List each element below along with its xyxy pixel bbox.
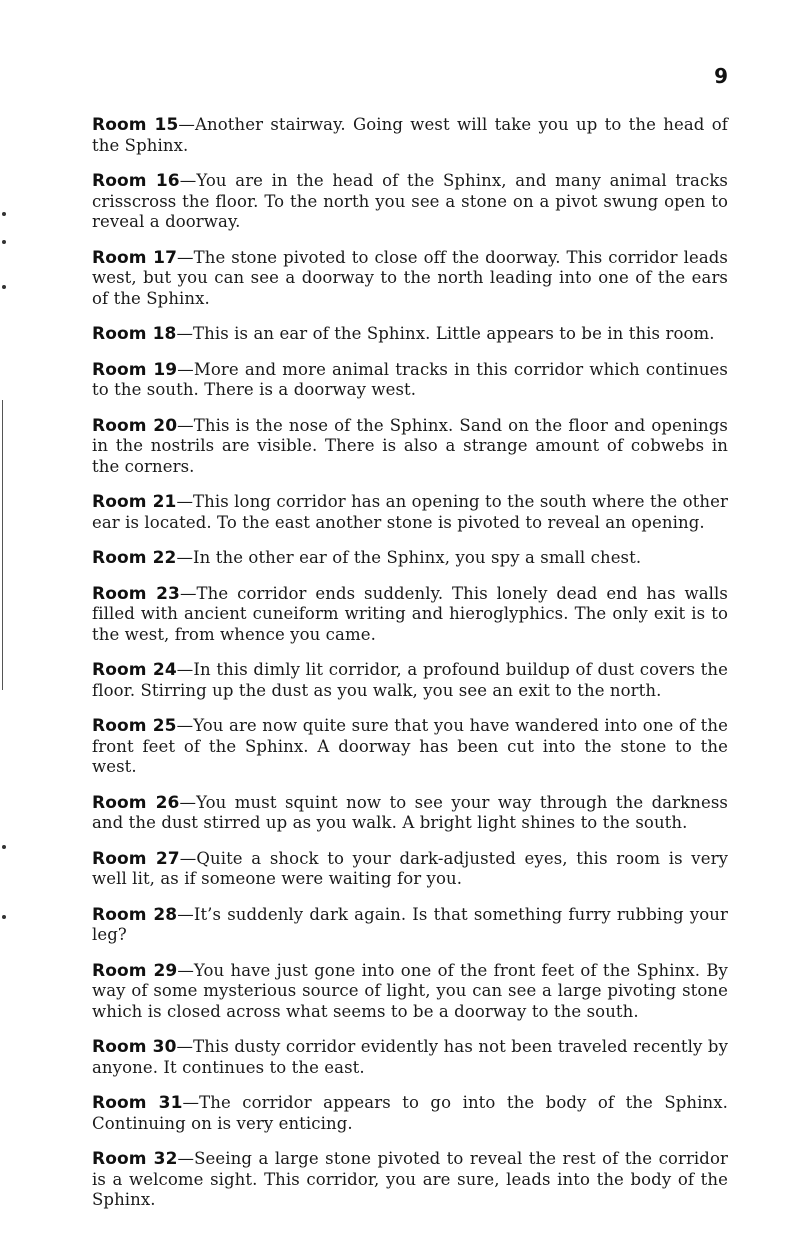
room-entry <box>92 115 728 156</box>
room-label: Room 20 <box>92 415 178 436</box>
room-label: Room 16 <box>92 171 180 191</box>
room-label: Room 17 <box>92 247 178 268</box>
room-entry <box>92 584 728 646</box>
room-entry <box>92 171 728 233</box>
scan-speck <box>2 915 6 919</box>
room-description: —You must squint now to see your way through the darkness and the dust stirred up as you walk. A bright light shines to the south. <box>92 792 728 832</box>
room-label: Room 22 <box>92 548 177 568</box>
room-entry <box>92 849 728 890</box>
room-description: —In the other ear of the Sphinx, you spy a small chest. <box>176 548 642 567</box>
room-entry <box>92 716 728 778</box>
room-description: —This is an ear of the Sphinx. Little appears to be in this room. <box>176 324 715 343</box>
room-label: Room 23 <box>92 583 180 604</box>
room-entry <box>92 492 728 533</box>
room-entry <box>92 961 728 1023</box>
room-entry <box>92 548 728 569</box>
room-label: Room 30 <box>92 1037 177 1057</box>
room-description: —This is the nose of the Sphinx. Sand on the floor and openings in the nostrils are visible. There is also a strange amount of cobwebs in the corners. <box>92 415 728 476</box>
room-description: —Seeing a large stone pivoted to reveal the rest of the corridor is a welcome sight. This corridor, you are sure, leads into the body of the Sphinx. <box>92 1149 728 1209</box>
room-label: Room 26 <box>92 792 180 813</box>
page-number: 9 <box>714 64 728 88</box>
room-entry <box>92 1093 728 1134</box>
room-description: —Another stairway. Going west will take you up to the head of the Sphinx. <box>92 115 728 155</box>
room-description: —The corridor appears to go into the body of the Sphinx. Continuing on is very enticing. <box>92 1093 728 1133</box>
room-description: —You have just gone into one of the front feet of the Sphinx. By way of some mysterious source of light, you can see a large pivoting stone which is closed across what seems to be a doorway to the south. <box>92 960 728 1021</box>
room-description: —The stone pivoted to close off the doorway. This corridor leads west, but you can see a doorway to the north leading into one of the ears of the Sphinx. <box>92 247 728 308</box>
room-entry <box>92 793 728 834</box>
room-entry <box>92 660 728 701</box>
room-description: —It’s suddenly dark again. Is that something furry rubbing your leg? <box>92 904 728 944</box>
room-description: —The corridor ends suddenly. This lonely dead end has walls filled with ancient cuneiform writing and hieroglyphics. The only exit is to the west, from whence you came. <box>92 583 728 644</box>
scan-edge-line <box>2 400 3 690</box>
room-label: Room 29 <box>92 960 178 981</box>
room-entry <box>92 360 728 401</box>
room-entry <box>92 1037 728 1078</box>
scan-speck <box>2 240 6 244</box>
scan-speck <box>2 285 6 289</box>
room-label: Room 24 <box>92 660 177 680</box>
room-entry <box>92 905 728 946</box>
scan-speck <box>2 845 6 849</box>
room-label: Room 25 <box>92 716 177 736</box>
room-label: Room 32 <box>92 1149 178 1169</box>
room-entries <box>92 115 728 1226</box>
room-description: —Quite a shock to your dark-adjusted eyes, this room is very well lit, as if someone were waiting for you. <box>92 848 728 888</box>
room-label: Room 18 <box>92 324 177 344</box>
room-description: —You are now quite sure that you have wandered into one of the front feet of the Sphinx. A doorway has been cut into the stone to the west. <box>92 716 728 776</box>
room-description: —This long corridor has an opening to the south where the other ear is located. To the east another stone is pivoted to reveal an opening. <box>92 492 728 532</box>
room-label: Room 28 <box>92 904 178 925</box>
room-label: Room 19 <box>92 359 178 380</box>
room-entry <box>92 324 728 345</box>
room-entry <box>92 1149 728 1211</box>
room-entry <box>92 416 728 478</box>
room-description: —This dusty corridor evidently has not been traveled recently by anyone. It continues to the east. <box>92 1037 728 1077</box>
room-label: Room 31 <box>92 1093 183 1113</box>
room-label: Room 27 <box>92 848 180 869</box>
room-description: —You are in the head of the Sphinx, and many animal tracks crisscross the floor. To the north you see a stone on a pivot swung open to reveal a doorway. <box>92 171 728 231</box>
room-description: —In this dimly lit corridor, a profound buildup of dust covers the floor. Stirring up the dust as you walk, you see an exit to the north. <box>92 660 728 700</box>
room-label: Room 21 <box>92 492 177 512</box>
scan-speck <box>2 212 6 216</box>
room-description: —More and more animal tracks in this corridor which continues to the south. There is a doorway west. <box>92 359 728 399</box>
room-label: Room 15 <box>92 115 179 135</box>
room-entry <box>92 248 728 310</box>
